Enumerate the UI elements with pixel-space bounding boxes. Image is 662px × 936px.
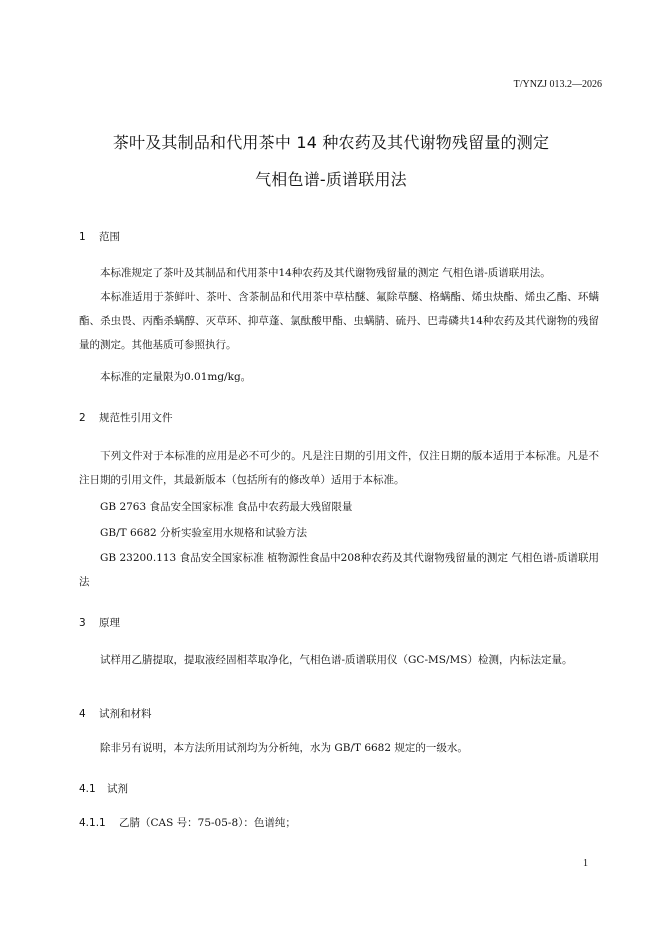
section-1-heading (79, 229, 120, 244)
document-code: T/YNZJ 013.2—2026 (513, 79, 602, 90)
section-title: 原理 (99, 617, 120, 629)
section-4-1-heading (79, 781, 128, 796)
section-4-heading (79, 706, 152, 721)
document-title-line1: 茶叶及其制品和代用茶中 14 种农药及其代谢物残留量的测定 (112, 133, 550, 152)
section-3-paragraph-1: 试样用乙腈提取，提取液经固相萃取净化，气相色谱-质谱联用仪（GC-MS/MS）检测，内标法定量。 (100, 654, 573, 666)
document-title-line2: 气相色谱-质谱联用法 (255, 170, 407, 189)
section-number: 4.1 (79, 783, 96, 795)
section-3-heading (79, 615, 120, 630)
section-title: 规范性引用文件 (99, 412, 173, 424)
section-4-1-1-item (79, 815, 296, 830)
reference-gbt6682: GB/T 6682 分析实验室用水规格和试验方法 (100, 527, 308, 539)
reference-gb2763: GB 2763 食品安全国家标准 食品中农药最大残留限量 (100, 501, 353, 513)
section-1-paragraph-3: 本标准的定量限为0.01mg/kg。 (100, 371, 252, 383)
reagent-text: 乙腈（CAS 号：75-05-8）：色谱纯； (119, 817, 296, 829)
section-2-paragraph-1: 下列文件对于本标准的应用是必不可少的。凡是注日期的引用文件，仅注日期的版本适用于本标准。凡是不注日期的引用文件，其最新版本（包括所有的修改单）适用于本标准。 (79, 450, 599, 486)
section-number: 4 (79, 708, 86, 720)
page-number: 1 (583, 858, 588, 869)
section-number: 4.1.1 (79, 817, 106, 829)
section-title: 试剂和材料 (99, 708, 152, 720)
section-1-paragraph-2: 本标准适用于茶鲜叶、茶叶、含茶制品和代用茶中草枯醚、氟除草醚、格螨酯、烯虫炔酯、烯虫乙酯、环螨酯、杀虫畏、丙酯杀螨醇、灭草环、抑草蓬、氯酞酸甲酯、虫螨腈、硫丹、巴毒磷共14种农药及其代谢物的残留量的测定。其他基质可参照执行。 (79, 291, 599, 351)
section-2-heading (79, 410, 173, 425)
section-number: 2 (79, 412, 86, 424)
section-number: 1 (79, 231, 86, 243)
section-1-paragraph-1: 本标准规定了茶叶及其制品和代用茶中14种农药及其代谢物残留量的测定 气相色谱-质谱联用法。 (100, 267, 551, 279)
section-number: 3 (79, 617, 86, 629)
section-title: 范围 (99, 231, 120, 243)
section-title: 试剂 (107, 783, 128, 795)
reference-gb23200: GB 23200.113 食品安全国家标准 植物源性食品中208种农药及其代谢物残留量的测定 气相色谱-质谱联用法 (79, 552, 599, 588)
section-4-paragraph-1: 除非另有说明，本方法所用试剂均为分析纯，水为 GB/T 6682 规定的一级水。 (100, 742, 468, 754)
